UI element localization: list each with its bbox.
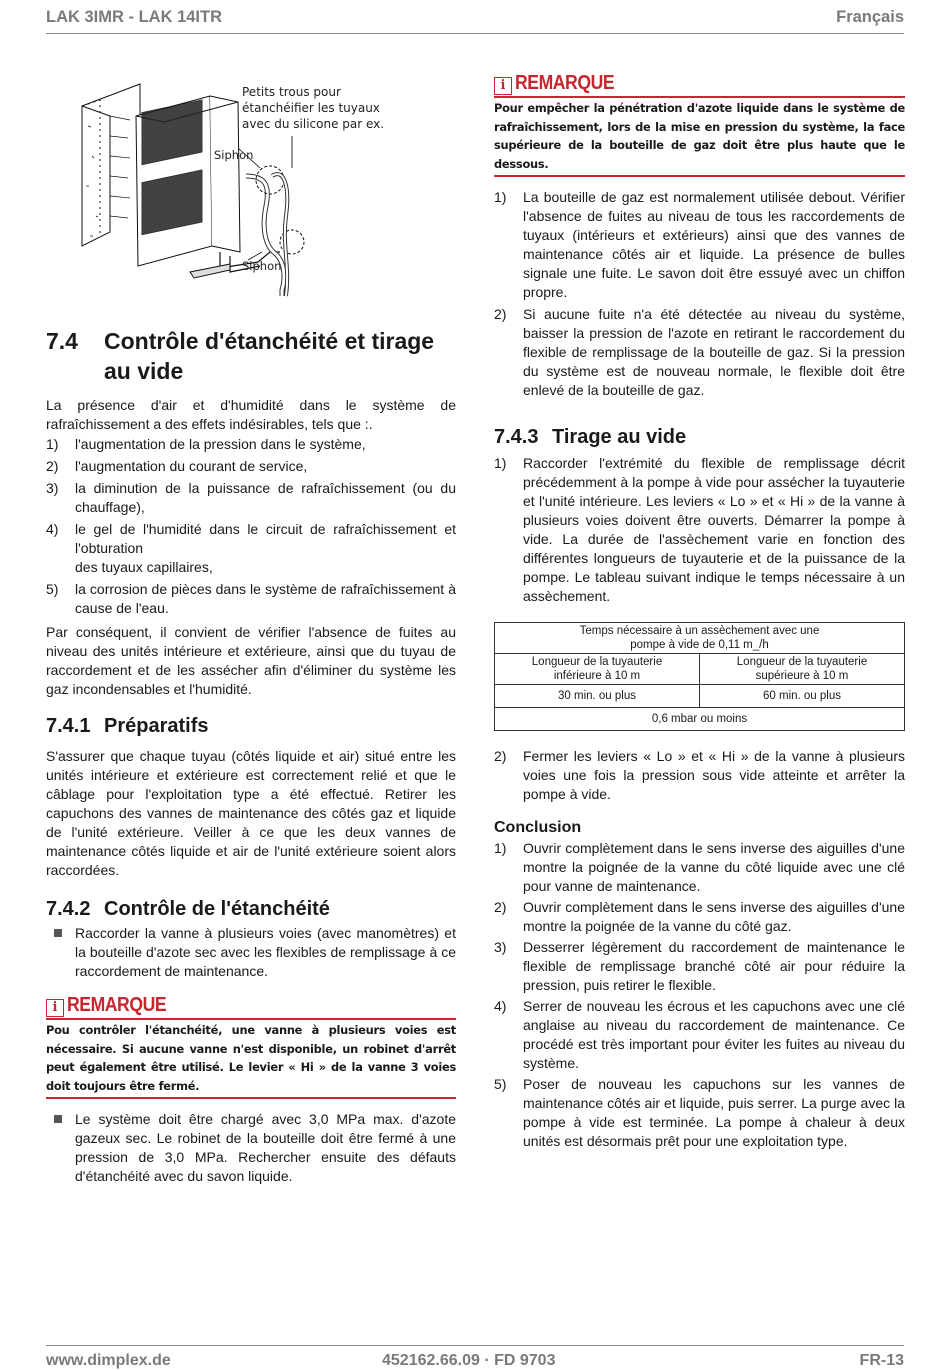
section-title-line2: au vide [104,358,184,384]
section-title-line1: Contrôle d'étanchéité et tirage [104,328,435,354]
footer-website: www.dimplex.de [46,1352,171,1369]
footer-doc-number: 452162.66.09 · FD 9703 [382,1352,556,1369]
square-bullet-icon [54,1115,62,1123]
list-item: 3) Desserrer légèrement du raccordement de maintenance le flexible de remplissage branché côté air pour réduire la pression, puis retirer le flexible. [494,939,905,993]
bullet-item: Raccorder la vanne à plusieurs voies (avec manomètres) et la bouteille d'azote sec avec les flexibles de remplissage à ce raccordement de maintenance. [46,924,456,981]
table-footer: 0,6 mbar ou moins [495,708,905,731]
section-number: 7.4.3 [494,426,539,448]
leak-check-steps [494,188,905,400]
table-col-header: Longueur de la tuyauterie supérieure à 10 m [700,654,905,685]
remark-title-bar [46,994,456,1020]
list-item: 5) Poser de nouveau les capuchons sur les vannes de maintenance côtés air et liquide, puis serrer. La purge avec la pompe à vide est terminée. La pompe à chaleur à deux unités est désormais prêt pour une exploitation type. [494,1076,905,1149]
leak-test-bullets [46,924,456,981]
list-item: 1) Ouvrir complètement dans le sens inverse des aiguilles d'une montre la poignée de la vanne du côté liquide avec une clé pour vanne de maintenance. [494,840,905,894]
remark-title-bar [494,72,905,98]
list-item: 2) Fermer les leviers « Lo » et « Hi » de la vanne à plusieurs voies une fois la pression sous vide atteinte et arrêter la pompe à vide. [494,748,905,802]
section-7-4-heading [46,326,456,386]
page-header [46,6,904,34]
siphon-label-top: Siphon [214,148,254,162]
list-item: 4) le gel de l'humidité dans le circuit de rafraîchissement et l'obturation [46,521,456,556]
figure-caption [242,84,384,132]
section-7-4-1-heading [46,713,456,739]
section-7-4-2-heading [46,896,456,922]
siphon-label-bottom: Siphon [242,259,282,273]
section-number: 7.4.1 [46,715,91,737]
remark-title: REMARQUE [67,994,167,1016]
list-item-continuation: des tuyaux capillaires, [75,559,213,575]
list-item: 1) Raccorder l'extrémité du flexible de remplissage décrit précédemment à la pompe à vide pour assécher la tuyauterie et l'unité intérieure. Les leviers « Lo » et « Hi » de la vanne à plusieurs voies doivent être ouverts. Démarrer la pompe à vide. La durée de l'assèchement varie en fonction des différentes longueurs de tuyauterie et de la puissance de la pompe. Le tableau suivant indique le temps nécessaire à un assèchement. [494,455,905,604]
leak-test-bullets-2 [46,1110,456,1186]
left-column [46,326,456,1186]
list-item: 4) Serrer de nouveau les écrous et les capuchons avec une clé anglaise au niveau du raccordement de maintenance. Ce procédé est très important pour éviter les fuites au niveau du système. [494,998,905,1071]
info-icon: i [46,999,64,1017]
section-title: Préparatifs [104,715,209,737]
table-cell: 30 min. ou plus [495,685,700,708]
page-footer [46,1345,904,1370]
bullet-item: Le système doit être chargé avec 3,0 MPa max. d'azote gazeux sec. Le robinet de la bouteille doit être fermé à une pression de 3,0 MPa. Rechercher ensuite des défauts d'étanchéité avec du savon liquide. [46,1110,456,1186]
page-number: FR-13 [859,1352,904,1369]
remark-text: Pour empêcher la pénétration d'azote liquide dans le système de rafraîchissement, lors de la mise en pression du système, la face supérieure de la bouteille de gaz doit être plus haute que le dessous. [494,98,905,177]
section-7-4-outro: Par conséquent, il convient de vérifier l'absence de fuites au niveau des unités intérieure et extérieure, ainsi que du tuyau de raccordement et de les assécher afin d'éliminer du système les gaz incondensables et l'humidité. [46,624,456,697]
drying-time-table [494,622,905,731]
section-7-4-3-heading [494,424,905,450]
caption-line: avec du silicone par ex. [242,117,385,131]
effects-list [46,435,456,618]
list-item: 2) Si aucune fuite n'a été détectée au niveau du système, baisser la pression de l'azote en retirant le raccordement du flexible de remplissage de la bouteille de gaz. Si la pression du système est de nouveau normale, le flexible doit être enlevé de la bouteille de gaz. [494,306,905,398]
list-item: 2) l'augmentation du courant de service, [46,458,308,474]
remark-title: REMARQUE [515,72,615,94]
list-item: 1) La bouteille de gaz est normalement utilisée debout. Vérifier l'absence de fuites au niveau de tous les raccordements de tuyaux (intérieurs et extérieurs) ainsi que des vannes de maintenance côtés air et liquide. La présence de bulles signale une fuite. Le savon doit être essuyé avec un chiffon propre. [494,189,905,300]
table-cell: 60 min. ou plus [700,685,905,708]
outdoor-unit-figure [70,76,410,306]
table-header: Temps nécessaire à un assèchement avec une pompe à vide de 0,11 m_/h [495,623,905,654]
list-item: 5) la corrosion de pièces dans le système de rafraîchissement à cause de l'eau. [46,581,456,616]
conclusion-heading: Conclusion [494,819,582,836]
document-title: LAK 3IMR - LAK 14ITR [46,8,223,26]
list-item: 1) l'augmentation de la pression dans le système, [46,436,366,452]
right-column [494,72,905,1151]
conclusion-list [494,839,905,1151]
section-title: Contrôle de l'étanchéité [104,898,330,920]
vacuum-steps [494,454,905,606]
section-title: Tirage au vide [552,426,687,448]
list-item: 3) la diminution de la puissance de rafraîchissement (ou du chauffage), [46,480,456,515]
table-col-header: Longueur de la tuyauterie inférieure à 10 m [495,654,700,685]
remark-box [46,994,456,1099]
caption-line: étanchéifier les tuyaux [242,101,380,115]
square-bullet-icon [54,929,62,937]
caption-line: Petits trous pour [242,85,341,99]
info-icon: i [494,77,512,95]
section-7-4-intro: La présence d'air et d'humidité dans le système de rafraîchissement a des effets indésirables, tels que :. [46,397,456,432]
section-number: 7.4.2 [46,898,91,920]
language-label: Français [836,8,904,26]
remark-text: Pou contrôler l'étanchéité, une vanne à plusieurs voies est nécessaire. Si aucune vanne n'est disponible, un robinet d'arrêt peut également être utilisé. Le levier « Hi » de la vanne 3 voies doit toujours être fermé. [46,1020,456,1099]
remark-box [494,72,905,177]
section-7-4-1-text: S'assurer que chaque tuyau (côtés liquide et air) situé entre les unités intérieure et extérieure est correctement relié et que le câblage pour l'exploitation type a été effectué. Retirer les capuchons des vannes de maintenance des côtés gaz et liquide de l'unité extérieure. Veiller à ce que les deux vannes de maintenance côtés liquide et air de l'unité extérieure soient alors raccordées. [46,748,456,878]
list-item: 2) Ouvrir complètement dans le sens inverse des aiguilles d'une montre la poignée de la vanne du côté gaz. [494,899,905,934]
vacuum-steps-2 [494,747,905,804]
section-number: 7.4 [46,328,78,354]
